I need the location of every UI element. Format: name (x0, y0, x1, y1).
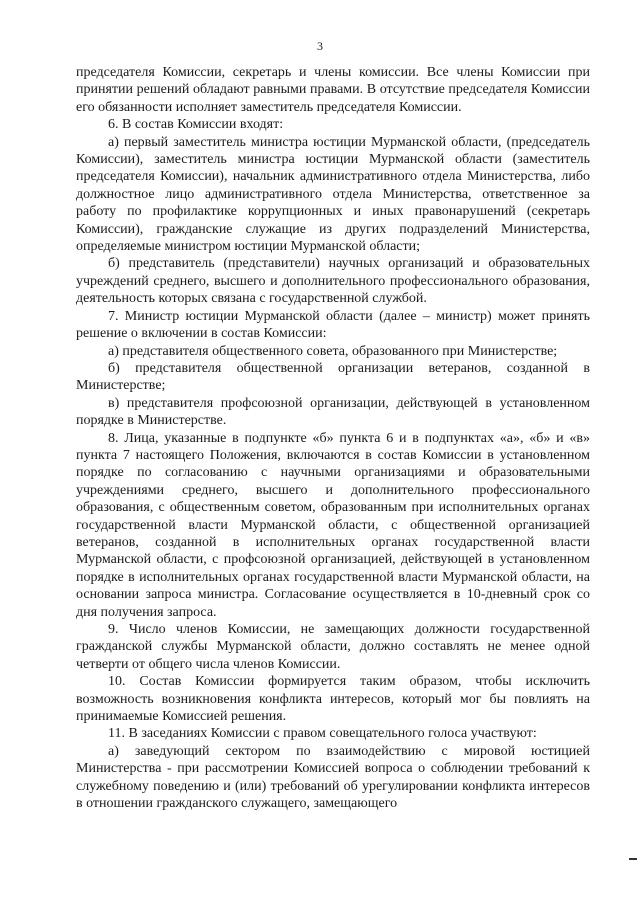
paragraph-item-7b: б) представителя общественной организации ветеранов, созданной в Министерстве; (76, 360, 590, 394)
paragraph-item-10: 10. Состав Комиссии формируется таким образом, чтобы исключить возможность возникновения конфликта интересов, который мог бы повлиять на принимаемые Комиссией решения. (76, 674, 590, 725)
paragraph-item-6: 6. В состав Комиссии входят: (108, 117, 284, 133)
paragraph-item-6a: а) первый заместитель министра юстиции Мурманской области, (председатель Комиссии), заместитель министра юстиции Мурманской области (заместитель председателя Комиссии), начальник административного отдела Министерства, либо должностное лицо административного отдела Министерства, ответственное за работу по профилактике коррупционных и иных правонарушений (секретарь Комиссии), гражданские служащие из других подразделений Министерства, определяемые министром юстиции Мурманской области; (76, 134, 590, 255)
paragraph-item-11a: а) заведующий сектором по взаимодействию с мировой юстицией Министерства - при рассмотрении Комиссией вопроса о соблюдении требований к служебному поведению и (или) требований об урегулировании конфликта интересов в отношении гражданского служащего, замещающего (76, 743, 590, 812)
scan-edge-mark (629, 858, 637, 860)
paragraph-item-6b: б) представитель (представители) научных организаций и образовательных учреждений среднего, высшего и дополнительного профессионального образования, деятельность которых связана с государственной службой. (76, 256, 590, 307)
paragraph-item-7c: в) представителя профсоюзной организации, действующей в установленном порядке в Министерстве. (76, 395, 590, 429)
document-body (76, 64, 590, 812)
paragraph-item-7a: а) представителя общественного совета, образованного при Министерстве; (108, 343, 558, 359)
paragraph-continuation: председателя Комиссии, секретарь и члены комиссии. Все члены Комиссии при принятии решений обладают равными правами. В отсутствие председателя Комиссии его обязанности исполняет заместитель председателя Комиссии. (76, 65, 590, 115)
paragraph-item-11: 11. В заседаниях Комиссии с правом совещательного голоса участвуют: (108, 726, 537, 742)
paragraph-item-9: 9. Число членов Комиссии, не замещающих должности государственной гражданской службы Мурманской области, должно составлять не менее одной четверти от общего числа членов Комиссии. (76, 622, 590, 672)
page-number: 3 (317, 39, 323, 53)
paragraph-item-8: 8. Лица, указанные в подпункте «б» пункта 6 и в подпунктах «а», «б» и «в» пункта 7 настоящего Положения, включаются в состав Комиссии в установленном порядке по согласованию с научными организациями и образовательными учреждениями среднего, высшего и дополнительного профессионального образования, с общественным советом, образованным при исполнительных органах государственной власти Мурманской области, с общественной организацией ветеранов, созданной в исполнительных органах государственной власти Мурманской области, с профсоюзной организацией, действующей в установленном порядке в исполнительных органах государственной власти Мурманской области, на основании запроса министра. Согласование осуществляется в 10-дневный срок со дня получения запроса. (76, 430, 590, 620)
paragraph-item-7: 7. Министр юстиции Мурманской области (далее – министр) может принять решение о включении в состав Комиссии: (76, 308, 590, 342)
